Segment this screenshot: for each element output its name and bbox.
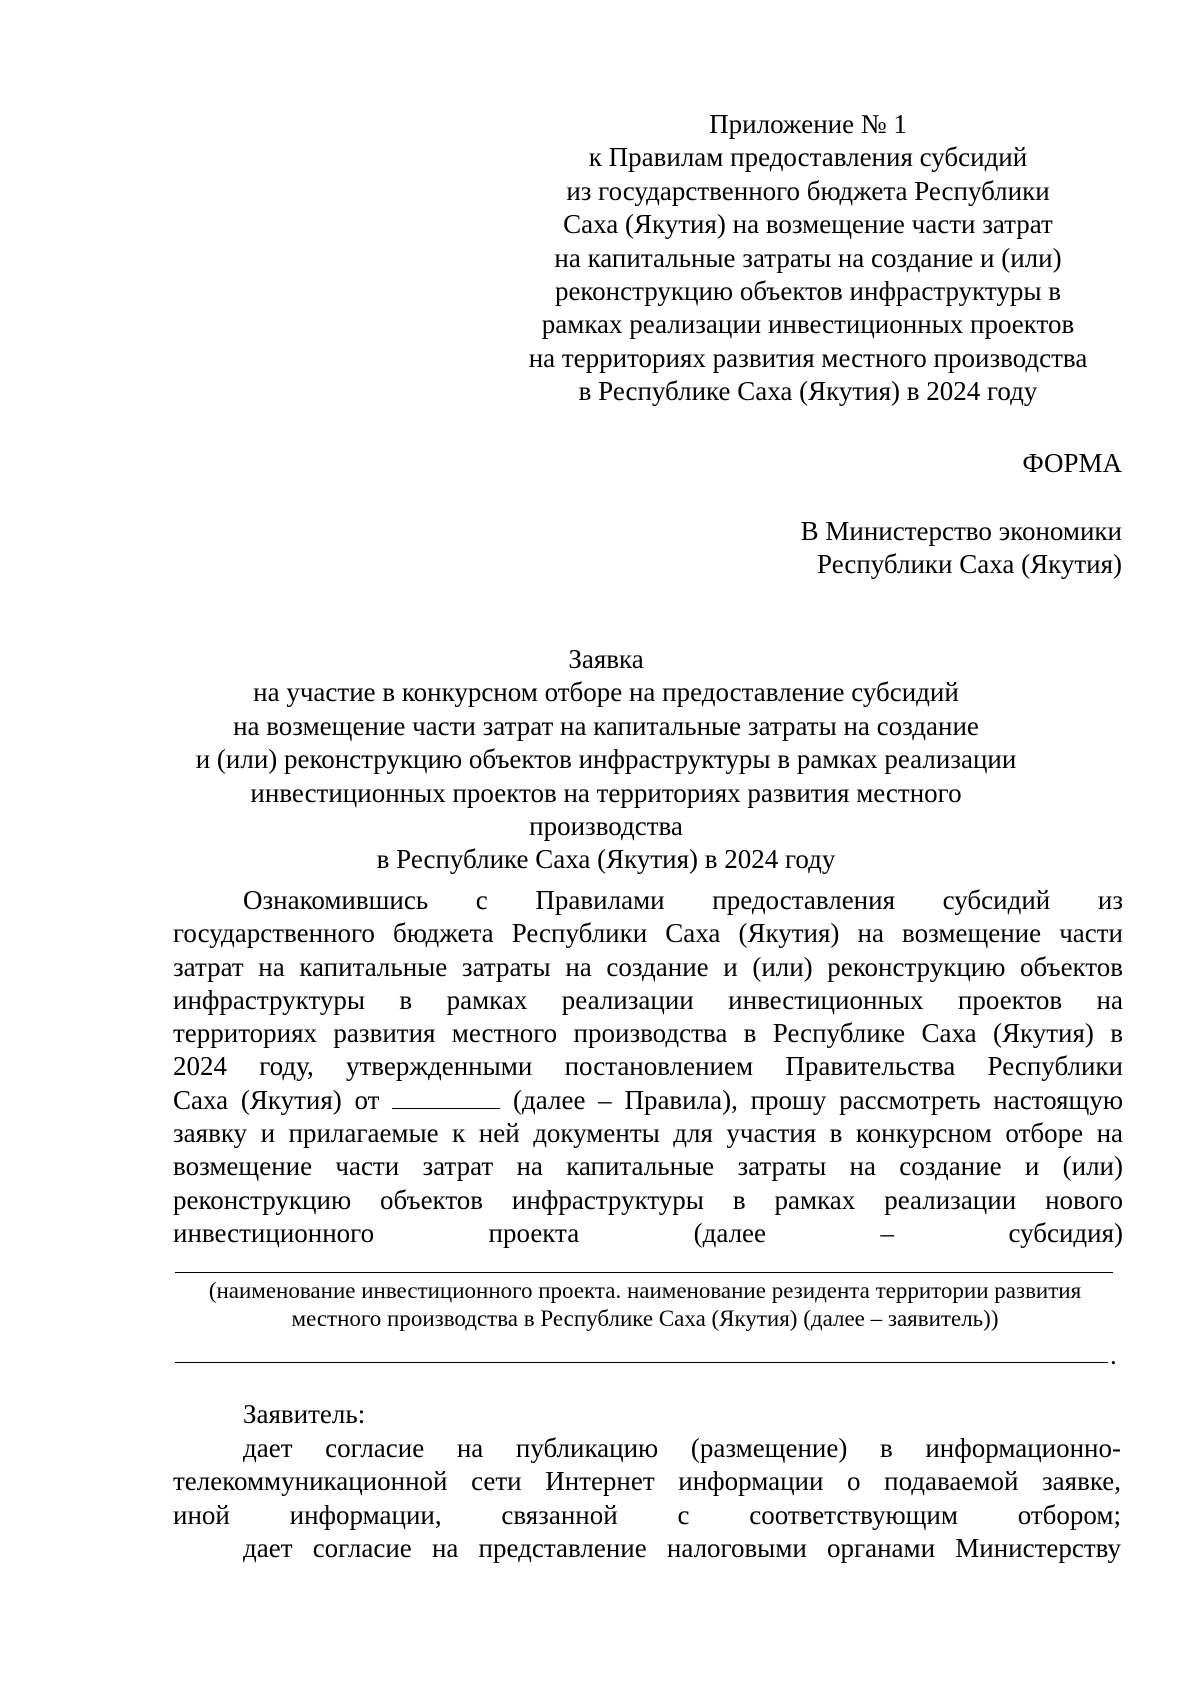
date-blank-field[interactable] — [392, 1088, 500, 1109]
annex-line: рамках реализации инвестиционных проектов — [541, 309, 1075, 340]
annex-line: к Правилам предоставления субсидий — [588, 142, 1028, 173]
title-line: Заявка — [568, 644, 644, 674]
end-dot: . — [1110, 1340, 1117, 1370]
title-line: на участие в конкурсном отборе на предоставление субсидий — [253, 677, 959, 708]
fill-line-caption — [180, 1277, 1110, 1333]
body-line: заявку и прилагаемые к ней документы для участия в конкурсном отборе на — [173, 1118, 1123, 1149]
consent-line: иной информации, связанной с соответствующим отбором; — [173, 1499, 1121, 1530]
annex-line: в Республике Саха (Якутия) в 2024 году — [578, 376, 1038, 407]
title-line: в Республике Саха (Якутия) в 2024 году — [376, 844, 836, 875]
title-line: и (или) реконструкцию объектов инфраструктуры в рамках реализации — [195, 744, 1017, 775]
applicant-section — [173, 1398, 1121, 1566]
body-line-part: Саха (Якутия) от — [173, 1084, 380, 1115]
body-line: территориях развития местного производства в Республике Саха (Якутия) в — [173, 1018, 1123, 1049]
annex-line: из государственного бюджета Республики — [566, 175, 1050, 206]
body-line-with-blank — [173, 1084, 1123, 1117]
recipient-line: В Министерство экономики — [800, 516, 1122, 546]
annex-line: реконструкцию объектов инфраструктуры в — [554, 276, 1062, 307]
annex-line: на территориях развития местного производства — [528, 342, 1088, 373]
recipient-block — [801, 515, 1122, 582]
caption-line: местного производства в Республике Саха (Якутия) (далее – заявитель)) — [291, 1306, 999, 1331]
applicant-name-fill-line[interactable] — [175, 1362, 1108, 1363]
annex-line: на капитальные затраты на создание и (или) — [554, 242, 1062, 273]
caption-line: (наименование инвестиционного проекта. наименование резидента территории развития — [208, 1278, 1082, 1303]
annex-header — [520, 108, 1096, 409]
body-line-part: (далее – Правила), прошу рассмотреть настоящую — [513, 1084, 1123, 1115]
applicant-heading: Заявитель: — [243, 1399, 366, 1429]
annex-line: Саха (Якутия) на возмещение части затрат — [563, 209, 1053, 240]
consent-line: дает согласие на представление налоговыми органами Министерству — [243, 1533, 1121, 1563]
title-line: на возмещение части затрат на капитальные затраты на создание — [233, 710, 979, 741]
body-line: реконструкцию объектов инфраструктуры в рамках реализации нового — [173, 1184, 1123, 1215]
body-line: затрат на капитальные затраты на создание и (или) реконструкцию объектов — [173, 951, 1123, 982]
project-name-fill-line[interactable] — [175, 1272, 1113, 1273]
document-title — [175, 643, 1037, 877]
body-line: 2024 году, утвержденными постановлением Правительства Республики — [173, 1051, 1123, 1082]
annex-line: Приложение № 1 — [709, 109, 907, 139]
body-line: инвестиционного проекта (далее – субсидия) — [173, 1217, 1123, 1248]
title-line: инвестиционных проектов на территориях развития местного производства — [250, 777, 962, 842]
body-line: возмещение части затрат на капитальные затраты на создание и (или) — [173, 1151, 1123, 1182]
consent-line: телекоммуникационной сети Интернет информации о подаваемой заявке, — [173, 1466, 1121, 1496]
body-paragraph — [173, 884, 1123, 1250]
body-line: государственного бюджета Республики Саха (Якутия) на возмещение части — [173, 918, 1123, 949]
body-line: Ознакомившись с Правилами предоставления субсидий из — [243, 885, 1123, 915]
recipient-line: Республики Саха (Якутия) — [817, 549, 1122, 580]
form-label: ФОРМА — [1022, 448, 1122, 478]
consent-line: дает согласие на публикацию (размещение) в информационно- — [243, 1432, 1121, 1463]
body-line: инфраструктуры в рамках реализации инвестиционных проектов на — [173, 984, 1123, 1015]
